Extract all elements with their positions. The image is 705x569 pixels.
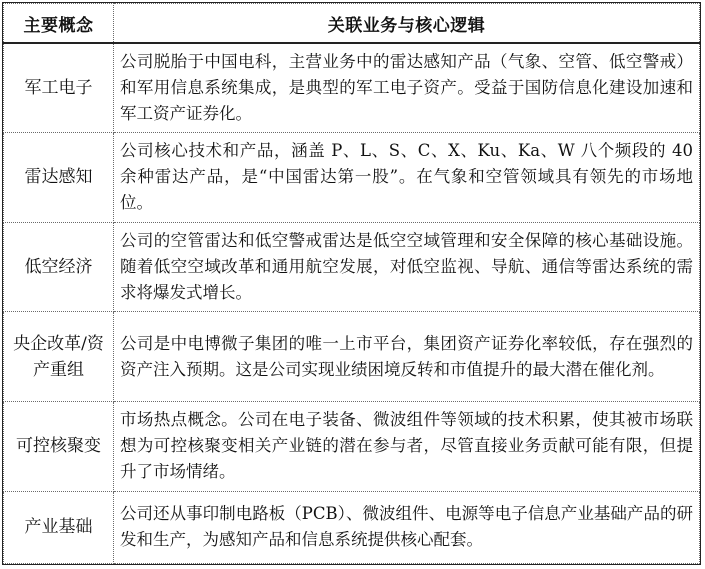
- table-row: [4, 222, 700, 312]
- concept-table: [3, 3, 700, 564]
- logic-cell: 市场热点概念。公司在电子装备、微波组件等领域的技术积累，使其被市场联想为可控核聚变相关产业链的潜在参与者，尽管直接业务贡献可能有限，但提升了市场情绪。: [114, 402, 700, 492]
- concept-cell: 低空经济: [4, 222, 114, 312]
- concept-table-frame: [2, 2, 701, 565]
- concept-cell: 产业基础: [4, 491, 114, 563]
- table-row: [4, 402, 700, 492]
- concept-cell: 可控核聚变: [4, 402, 114, 492]
- header-concept: 主要概念: [4, 4, 114, 44]
- table-row: [4, 133, 700, 223]
- logic-cell: 公司核心技术和产品，涵盖 P、L、S、C、X、Ku、Ka、W 八个频段的 40 余种雷达产品，是“中国雷达第一股”。在气象和空管领域具有领先的市场地位。: [114, 133, 700, 223]
- concept-cell: 军工电子: [4, 43, 114, 133]
- logic-cell: 公司还从事印制电路板（PCB）、微波组件、电源等电子信息产业基础产品的研发和生产，为感知产品和信息系统提供核心配套。: [114, 491, 700, 563]
- logic-cell: 公司是中电博微子集团的唯一上市平台，集团资产证券化率较低，存在强烈的资产注入预期。这是公司实现业绩困境反转和市值提升的最大潜在催化剂。: [114, 312, 700, 402]
- logic-cell: 公司脱胎于中国电科，主营业务中的雷达感知产品（气象、空管、低空警戒）和军用信息系统集成，是典型的军工电子资产。受益于国防信息化建设加速和军工资产证券化。: [114, 43, 700, 133]
- logic-cell: 公司的空管雷达和低空警戒雷达是低空空域管理和安全保障的核心基础设施。随着低空空域改革和通用航空发展，对低空监视、导航、通信等雷达系统的需求将爆发式增长。: [114, 222, 700, 312]
- table-row: [4, 43, 700, 133]
- table-row: [4, 491, 700, 563]
- concept-cell: 雷达感知: [4, 133, 114, 223]
- header-logic: 关联业务与核心逻辑: [114, 4, 700, 44]
- table-row: [4, 312, 700, 402]
- concept-cell: 央企改革/资产重组: [4, 312, 114, 402]
- table-header-row: [4, 4, 700, 44]
